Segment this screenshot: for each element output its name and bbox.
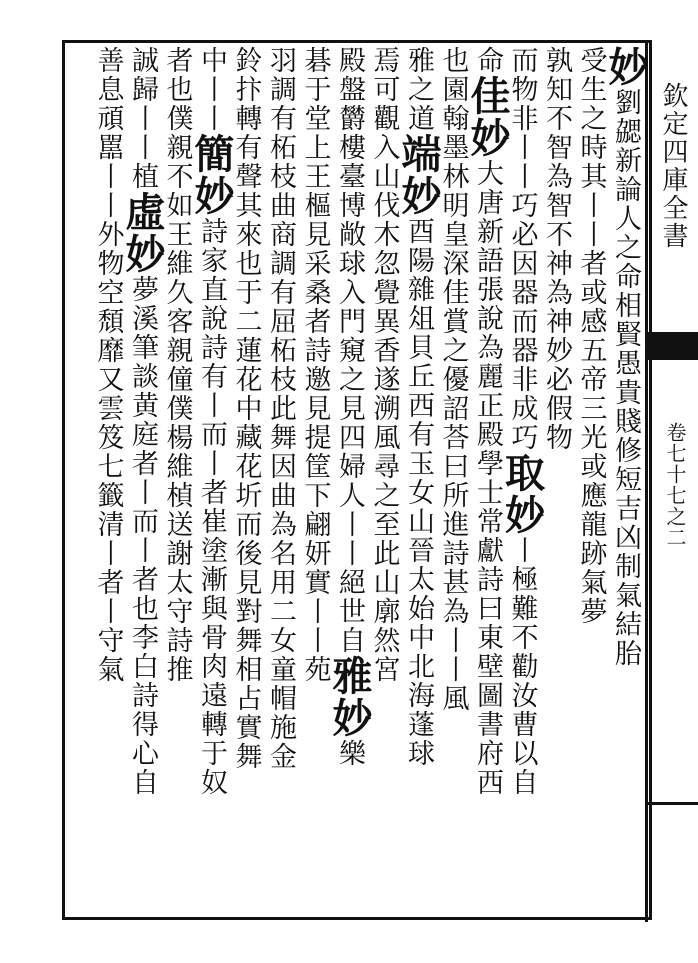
column-text: 園翰墨林明皇深佳賞之優詔荅曰所進詩甚為丨丨風 — [437, 75, 469, 713]
entry-heading: 簡妙 — [188, 133, 235, 217]
column-text: 丨極難不勸汝曹以自 — [506, 536, 538, 797]
column-text: 僕親不如王維久客親僮僕楊維楨送謝太守詩推 — [161, 104, 193, 684]
entry-heading: 佳妙 — [464, 75, 511, 159]
column-text: 羽調有柘枝曲商調有屈柘枝此舞因曲為名用二女童帽施金 — [265, 46, 296, 771]
column-text: 夢溪筆談黄庭者丨而丨者也李白詩得心自 — [127, 275, 158, 797]
book-title: 欽定四庫全書 — [658, 82, 688, 250]
fish-tail-mark-lower — [648, 802, 698, 805]
column-text: 酉陽雜俎貝丘西有玉女山晉太始中北海蓬球 — [403, 217, 434, 768]
entry-heading: 取妙 — [498, 452, 546, 536]
column-text: 殿盤欝樓臺博敞球入門窺之見四婦人丨丨絕世自 — [334, 46, 365, 655]
entry-heading: 妙 — [602, 46, 649, 88]
column-text: 苑 — [299, 655, 331, 684]
entry-heading: 雅妙 — [326, 655, 373, 739]
column-text: 者也 — [161, 46, 193, 104]
column-text: 丨丨外物空頹靡又雲笈七籤清丨者丨守氣 — [92, 162, 124, 684]
column-text: 鈴抃轉有聲其來也于二蓮花中藏花圻而後見對舞相占實舞 — [230, 46, 262, 771]
entry-heading: 端妙 — [395, 133, 442, 217]
column-text: 誠歸丨丨植 — [127, 46, 158, 191]
column-text: 善息頑嚚 — [92, 46, 124, 162]
column-text: 也 — [437, 46, 469, 75]
column-text: 碁于堂上王樞見采桑者詩邀見提筐下翩妍實丨丨 — [299, 46, 331, 655]
column-text: 詩家直說詩有丨而丨者崔塗漸與骨肉遠轉于奴 — [196, 217, 227, 797]
column-text: 入山伐木忽覺異香遂溯風尋之至此山廓然宮 — [368, 133, 400, 684]
column-text: 樂 — [334, 739, 365, 768]
column-text: 大唐新語張說為麗正殿學士常獻詩曰東壁圖書府西 — [472, 159, 503, 797]
text-column-16 — [87, 46, 129, 916]
fish-tail-mark — [648, 332, 698, 360]
column-text: 命 — [472, 46, 503, 75]
entry-heading: 虛妙 — [119, 191, 166, 275]
column-text: 孰知不智為智不神為神妙必假物 — [541, 46, 572, 452]
column-text: 雅之道 — [403, 46, 434, 133]
margin-strip — [645, 42, 695, 922]
section-label: 卷七十七之二 — [663, 422, 687, 548]
column-text: 受生之時其丨丨者或感五帝三光或應龍跡氣夢 — [575, 46, 607, 626]
column-text: 劉勰新論人之命相賢愚貴賤修短吉凶制氣結胎 — [610, 88, 641, 668]
column-text: 中丨丨 — [196, 46, 227, 133]
column-text: 而物非丨丨巧必因器而器非成巧 — [506, 46, 538, 452]
column-text: 焉可觀 — [368, 46, 400, 133]
